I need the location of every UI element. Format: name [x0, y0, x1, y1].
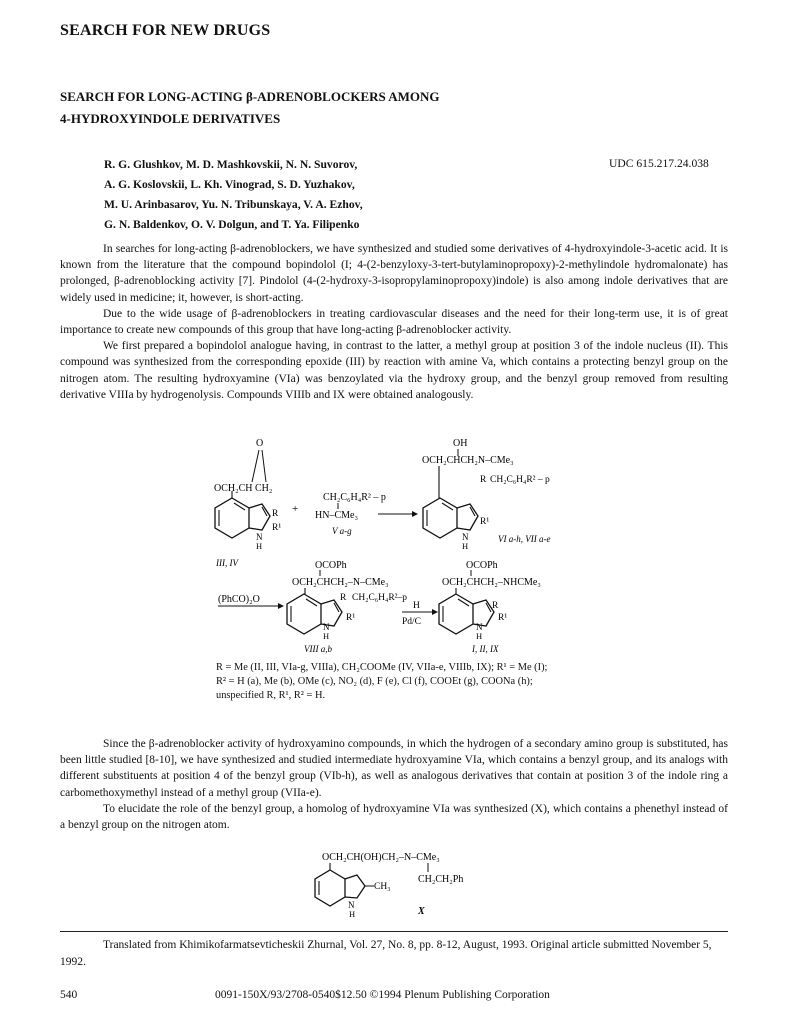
svg-text:Pd/C: Pd/C [402, 617, 422, 627]
svg-text:R¹: R¹ [480, 517, 490, 527]
paragraph-4: Since the β-adrenoblocker activity of hydroxyamino compounds, in which the hydrogen of a secondary amino group is substituted, has been little studied [8-10], we have synthesized and studied intermediate hydroxyamine VIa, which contains a benzyl group, and its analogs with different substituents at position 4 of the benzyl group (VIb-h), as well as analogous derivatives that contain at position 3 of the indole ring a carbomethoxymethyl instead of a methyl group (VIIa-e). [60, 738, 728, 799]
structure-x-n: N [348, 900, 355, 910]
svg-text:O: O [256, 438, 264, 449]
svg-text:I, II, IX: I, II, IX [472, 644, 499, 654]
svg-text:OH: OH [453, 438, 468, 449]
epoxide-structure [214, 438, 281, 568]
svg-text:VI a-h, VII a-e: VI a-h, VII a-e [498, 534, 551, 544]
ester-structure [287, 560, 407, 654]
svg-text:R: R [272, 509, 279, 519]
final-product-structure [439, 560, 541, 654]
paragraph-5: To elucidate the role of the benzyl group, a homolog of hydroxyamine VIa was synthesized (X), which contains a phenethyl instead of a benzyl group on the nitrogen atom. [60, 802, 728, 832]
author-line-4: G. N. Baldenkov, O. V. Dolgun, and T. Ya. Filipenko [104, 218, 360, 231]
author-line-2: A. G. Koslovskii, L. Kh. Vinograd, S. D. Yuzhakov, [104, 178, 355, 191]
svg-text:H: H [323, 631, 330, 641]
svg-text:CH₂C₆H₄R²–p: CH₂C₆H₄R²–p [352, 593, 408, 603]
svg-text:N: N [256, 532, 263, 542]
hydroxyamine-structure [422, 438, 550, 551]
svg-text:N: N [462, 532, 469, 542]
footnote-divider [60, 931, 728, 932]
hydrogenolysis-arrow [402, 601, 438, 627]
substituent-legend [216, 661, 656, 703]
svg-text:H: H [462, 541, 469, 551]
structure-x-h: H [349, 909, 356, 919]
paragraph-1: In searches for long-acting β-adrenoblockers, we have synthesized and studied some derivatives of 4-hydroxyindole-3-acetic acid. It is known from the literature that the compound bopindolol (I; 4-(2-benzyloxy-3-tert-butylaminopropoxy)-2-methylindole hydromalonate) has prolonged, β-adrenoblocking activity [7]. Pindolol (4-(2-hydroxy-3-isopropylaminopropoxy)indole) is also among indole derivatives that are widely used in medicine; it, however, is short-acting. [60, 243, 728, 304]
svg-text:OCH₂CHCH₂–NHCMe₃: OCH₂CHCH₂–NHCMe₃ [442, 577, 541, 588]
svg-text:N: N [476, 622, 483, 632]
structure-x-phenethyl: CH₂CH₂Ph [418, 874, 464, 885]
structure-x-label: X [418, 906, 425, 917]
svg-text:OCH₂CHCH₂N–CMe₃: OCH₂CHCH₂N–CMe₃ [422, 455, 514, 466]
reaction-arrow-1 [378, 511, 418, 517]
paragraph-2: Due to the wide usage of β-adrenoblockers in treating cardiovascular diseases and the need for their long-term use, it is of great importance to create new compounds of this group that have long-acting β-adrenoblocker activity. [60, 307, 728, 337]
page-number: 540 [60, 989, 78, 1001]
svg-text:III, IV: III, IV [216, 558, 238, 568]
svg-text:OCOPh: OCOPh [466, 560, 498, 571]
svg-text:VIII a,b: VIII a,b [304, 644, 332, 654]
reaction-scheme [180, 434, 650, 656]
legend-line-2: R² = H (a), Me (b), OMe (c), NO₂ (d), F (e), Cl (f), COOEt (g), COONa (h); [216, 676, 533, 687]
structure-x-methyl: CH₃ [374, 882, 391, 892]
article-title [60, 86, 660, 130]
footnote-text: Translated from Khimikofarmatsevticheskii Zhurnal, Vol. 27, No. 8, pp. 8-12, August, 1993. Original article submitted November 5, 1992. [60, 939, 712, 968]
legend-line-1: R = Me (II, III, VIa-g, VIIIa), CH₂COOMe (IV, VIIa-e, VIIIb, IX); R¹ = Me (I); [216, 662, 548, 673]
svg-text:R: R [480, 475, 487, 485]
legend-line-3: unspecified R, R¹, R² = H. [216, 690, 326, 701]
plus-sign: + [292, 503, 299, 515]
amine-structure [315, 492, 386, 536]
svg-text:CH₂C₆H₄R² – p: CH₂C₆H₄R² – p [323, 492, 386, 503]
svg-text:R: R [492, 601, 499, 611]
svg-text:OCH₂CHCH₂–N–CMe₃: OCH₂CHCH₂–N–CMe₃ [292, 577, 389, 588]
svg-text:V a-g: V a-g [332, 526, 352, 536]
svg-text:N: N [323, 622, 330, 632]
paragraph-3: We first prepared a bopindolol analogue having, in contrast to the latter, a methyl group at position 3 of the indole nucleus (II). This compound was synthesized from the corresponding epoxide (III) by reaction with amine Va, which contains a protecting benzyl group on the nitrogen atom. The resulting hydroxyamine (VIa) was benzoylated via the hydroxy group, and the benzyl group removed from resulting derivative VIIIa by hydrogenolysis. Compounds VIIIb and IX were obtained analogously. [60, 340, 728, 401]
svg-text:OCOPh: OCOPh [315, 560, 347, 571]
svg-text:H: H [413, 601, 420, 611]
svg-text:R: R [340, 593, 347, 603]
svg-text:CH₂C₆H₄R² – p: CH₂C₆H₄R² – p [490, 475, 550, 485]
body-text-top [60, 241, 728, 403]
svg-text:R¹: R¹ [272, 523, 282, 533]
copyright-line: 0091-150X/93/2708-0540$12.50 ©1994 Plenum Publishing Corporation [215, 989, 550, 1001]
svg-text:H: H [476, 631, 483, 641]
body-text-bottom [60, 736, 728, 833]
title-line-2: 4-HYDROXYINDOLE DERIVATIVES [60, 111, 281, 126]
author-list [104, 155, 363, 235]
svg-text:HN–CMe₃: HN–CMe₃ [315, 510, 358, 521]
svg-text:(PhCO)₂O: (PhCO)₂O [218, 594, 260, 605]
title-line-1: SEARCH FOR LONG-ACTING β-ADRENOBLOCKERS AMONG [60, 89, 440, 104]
reagent-arrow [218, 594, 284, 609]
section-heading: SEARCH FOR NEW DRUGS [60, 22, 271, 39]
svg-text:R¹: R¹ [346, 613, 356, 623]
udc-code: UDC 615.217.24.038 [609, 157, 709, 170]
svg-text:OCH₂CH CH₂: OCH₂CH CH₂ [214, 483, 273, 494]
structure-x-chain: OCH₂CH(OH)CH₂–N–CMe₃ [322, 852, 440, 863]
translation-footnote [60, 937, 728, 970]
author-line-3: M. U. Arinbasarov, Yu. N. Tribunskaya, V. A. Ezhov, [104, 198, 363, 211]
svg-text:R¹: R¹ [498, 613, 508, 623]
author-line-1: R. G. Glushkov, M. D. Mashkovskii, N. N. Suvorov, [104, 158, 358, 171]
svg-text:H: H [256, 541, 263, 551]
structure-x [310, 848, 510, 920]
